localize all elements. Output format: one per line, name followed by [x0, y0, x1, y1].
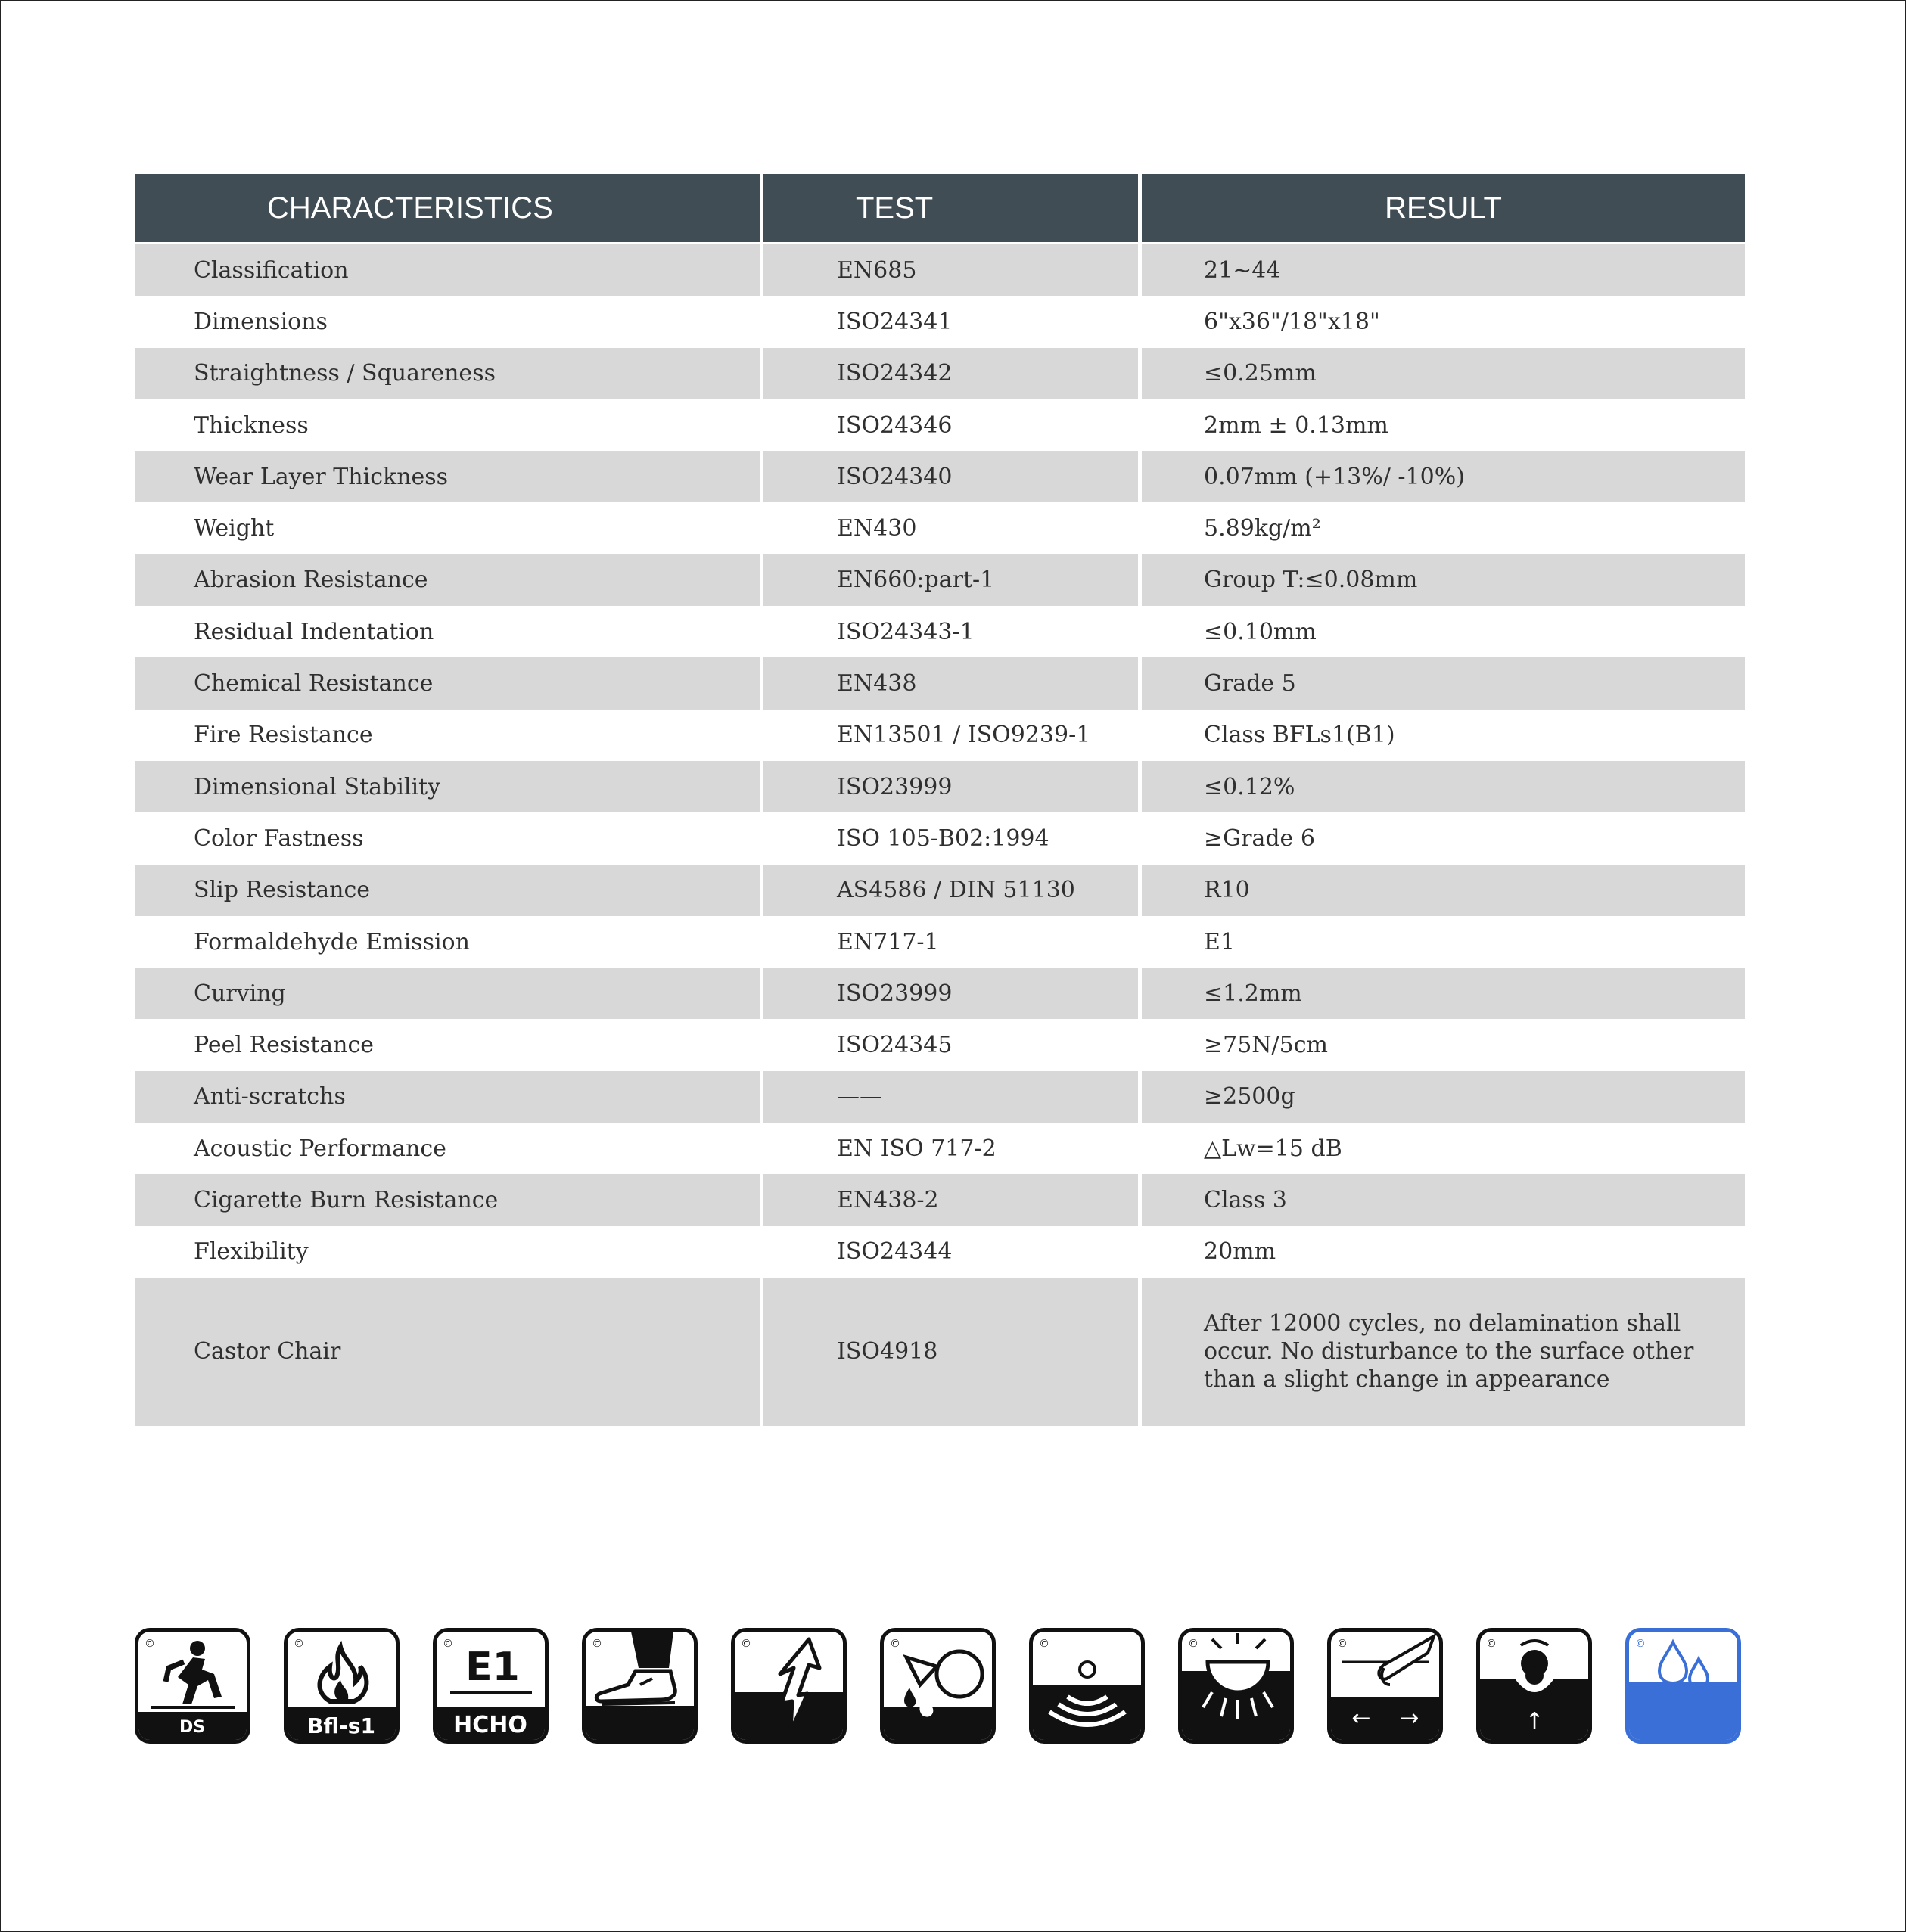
- test-cell: ISO24343-1: [763, 606, 1142, 657]
- copyright-mark: ©: [592, 1638, 602, 1650]
- test-cell: EN ISO 717-2: [763, 1123, 1142, 1174]
- characteristic-cell: Cigarette Burn Resistance: [135, 1174, 763, 1225]
- result-cell: ≥2500g: [1204, 1083, 1295, 1110]
- characteristic-cell: Castor Chair: [135, 1278, 763, 1426]
- header-test: TEST: [763, 174, 1142, 242]
- table-row: [135, 296, 1745, 347]
- characteristic-cell: Fire Resistance: [135, 710, 763, 761]
- result-cell: 5.89kg/m²: [1204, 515, 1321, 542]
- table-row: [135, 1019, 1745, 1070]
- characteristic-cell: Thickness: [135, 399, 763, 451]
- test-cell: ISO24346: [763, 399, 1142, 451]
- scratch-resistance-icon: [1327, 1628, 1443, 1744]
- characteristic-cell: Formaldehyde Emission: [135, 916, 763, 968]
- characteristic-cell: Acoustic Performance: [135, 1123, 763, 1174]
- formaldehyde-icon: [433, 1628, 549, 1744]
- test-cell: ISO24345: [763, 1019, 1142, 1070]
- fire-resistance-icon: [284, 1628, 400, 1744]
- test-cell: EN660:part-1: [763, 554, 1142, 606]
- copyright-mark: ©: [1635, 1638, 1646, 1650]
- table-row: [135, 916, 1745, 968]
- characteristic-cell: Residual Indentation: [135, 606, 763, 657]
- result-cell: △Lw=15 dB: [1204, 1135, 1342, 1162]
- table-row: [135, 710, 1745, 761]
- result-cell: ≥75N/5cm: [1204, 1032, 1329, 1059]
- e1-label: E1: [465, 1645, 520, 1690]
- impact-resistance-icon: [731, 1628, 847, 1744]
- table-header: [135, 174, 1745, 244]
- svg-text:→: →: [1400, 1705, 1419, 1732]
- copyright-mark: ©: [145, 1638, 155, 1650]
- waterproof-icon: [1625, 1628, 1741, 1744]
- copyright-mark: ©: [741, 1638, 751, 1650]
- copyright-mark: ©: [1486, 1638, 1497, 1650]
- result-cell: R10: [1204, 877, 1250, 904]
- feature-icons: [135, 1628, 1746, 1746]
- result-cell: ≥Grade 6: [1204, 825, 1315, 852]
- result-cell: Group T:≤0.08mm: [1204, 567, 1418, 594]
- characteristic-cell: Wear Layer Thickness: [135, 451, 763, 502]
- indentation-icon: [1476, 1628, 1592, 1744]
- test-cell: ISO24341: [763, 296, 1142, 347]
- characteristic-cell: Weight: [135, 502, 763, 554]
- table-row: [135, 554, 1745, 606]
- table-row: [135, 1278, 1745, 1426]
- copyright-mark: ©: [1039, 1638, 1049, 1650]
- characteristic-cell: Dimensional Stability: [135, 761, 763, 812]
- table-row: [135, 865, 1745, 916]
- header-characteristics: CHARACTERISTICS: [135, 174, 763, 242]
- test-cell: AS4586 / DIN 51130: [763, 865, 1142, 916]
- result-cell: 21~44: [1204, 256, 1281, 284]
- result-cell: ≤0.10mm: [1204, 618, 1317, 645]
- table-row: [135, 761, 1745, 812]
- svg-text:↑: ↑: [1525, 1708, 1544, 1735]
- test-cell: ISO24342: [763, 348, 1142, 399]
- test-cell: ISO4918: [763, 1278, 1142, 1426]
- characteristic-cell: Anti-scratchs: [135, 1071, 763, 1123]
- result-cell: 2mm ± 0.13mm: [1204, 412, 1388, 439]
- chemical-resistance-icon: [880, 1628, 996, 1744]
- test-cell: EN430: [763, 502, 1142, 554]
- result-cell: ≤1.2mm: [1204, 980, 1302, 1007]
- table-row: [135, 606, 1745, 657]
- test-cell: ISO24344: [763, 1226, 1142, 1278]
- table-row: [135, 1174, 1745, 1225]
- copyright-mark: ©: [443, 1638, 453, 1650]
- table-row: [135, 244, 1745, 296]
- result-cell: Class 3: [1204, 1186, 1287, 1213]
- table-row: [135, 1123, 1745, 1174]
- result-cell: ≤0.25mm: [1204, 360, 1317, 387]
- ds-label: DS: [179, 1718, 206, 1737]
- characteristic-cell: Abrasion Resistance: [135, 554, 763, 606]
- characteristic-cell: Color Fastness: [135, 812, 763, 864]
- result-cell: E1: [1204, 928, 1235, 955]
- copyright-mark: ©: [1337, 1638, 1348, 1650]
- test-cell: ISO 105-B02:1994: [763, 812, 1142, 864]
- result-cell: After 12000 cycles, no delamination shall occur. No disturbance to the surface other than a slight change in appearance: [1204, 1310, 1694, 1393]
- result-cell: Class BFLs1(B1): [1204, 722, 1395, 749]
- characteristic-cell: Dimensions: [135, 296, 763, 347]
- table-row: [135, 968, 1745, 1019]
- characteristic-cell: Chemical Resistance: [135, 657, 763, 709]
- copyright-mark: ©: [294, 1638, 304, 1650]
- characteristic-cell: Flexibility: [135, 1226, 763, 1278]
- result-cell: Grade 5: [1204, 670, 1296, 697]
- characteristic-cell: Slip Resistance: [135, 865, 763, 916]
- table-row: [135, 451, 1745, 502]
- table-row: [135, 399, 1745, 451]
- acoustic-icon: [1029, 1628, 1145, 1744]
- result-cell: 6"x36"/18"x18": [1204, 308, 1380, 335]
- test-cell: ISO23999: [763, 968, 1142, 1019]
- table-row: [135, 657, 1745, 709]
- svg-text:←: ←: [1351, 1705, 1371, 1732]
- spec-table: [135, 174, 1745, 1426]
- header-result: RESULT: [1385, 191, 1502, 225]
- table-row: [135, 1226, 1745, 1278]
- test-cell: EN685: [763, 244, 1142, 296]
- test-cell: ISO23999: [763, 761, 1142, 812]
- table-row: [135, 812, 1745, 864]
- table-row: [135, 348, 1745, 399]
- characteristic-cell: Straightness / Squareness: [135, 348, 763, 399]
- test-cell: EN438-2: [763, 1174, 1142, 1225]
- hcho-label: HCHO: [453, 1712, 527, 1738]
- copyright-mark: ©: [890, 1638, 900, 1650]
- table-row: [135, 502, 1745, 554]
- bfl-label: Bfl-s1: [307, 1713, 375, 1738]
- characteristic-cell: Classification: [135, 244, 763, 296]
- light-fastness-icon: [1178, 1628, 1294, 1744]
- characteristic-cell: Peel Resistance: [135, 1019, 763, 1070]
- copyright-mark: ©: [1188, 1638, 1199, 1650]
- table-body: [135, 244, 1745, 1426]
- abrasion-shoe-icon: [582, 1628, 698, 1744]
- test-cell: EN438: [763, 657, 1142, 709]
- result-cell: 20mm: [1204, 1238, 1276, 1266]
- characteristic-cell: Curving: [135, 968, 763, 1019]
- test-cell: EN13501 / ISO9239-1: [763, 710, 1142, 761]
- result-cell: ≤0.12%: [1204, 773, 1295, 800]
- test-cell: ISO24340: [763, 451, 1142, 502]
- result-cell: 0.07mm (+13%/ -10%): [1204, 463, 1465, 490]
- test-cell: EN717-1: [763, 916, 1142, 968]
- test-cell: ——: [763, 1071, 1142, 1123]
- slip-resistance-icon: [135, 1628, 250, 1744]
- table-row: [135, 1071, 1745, 1123]
